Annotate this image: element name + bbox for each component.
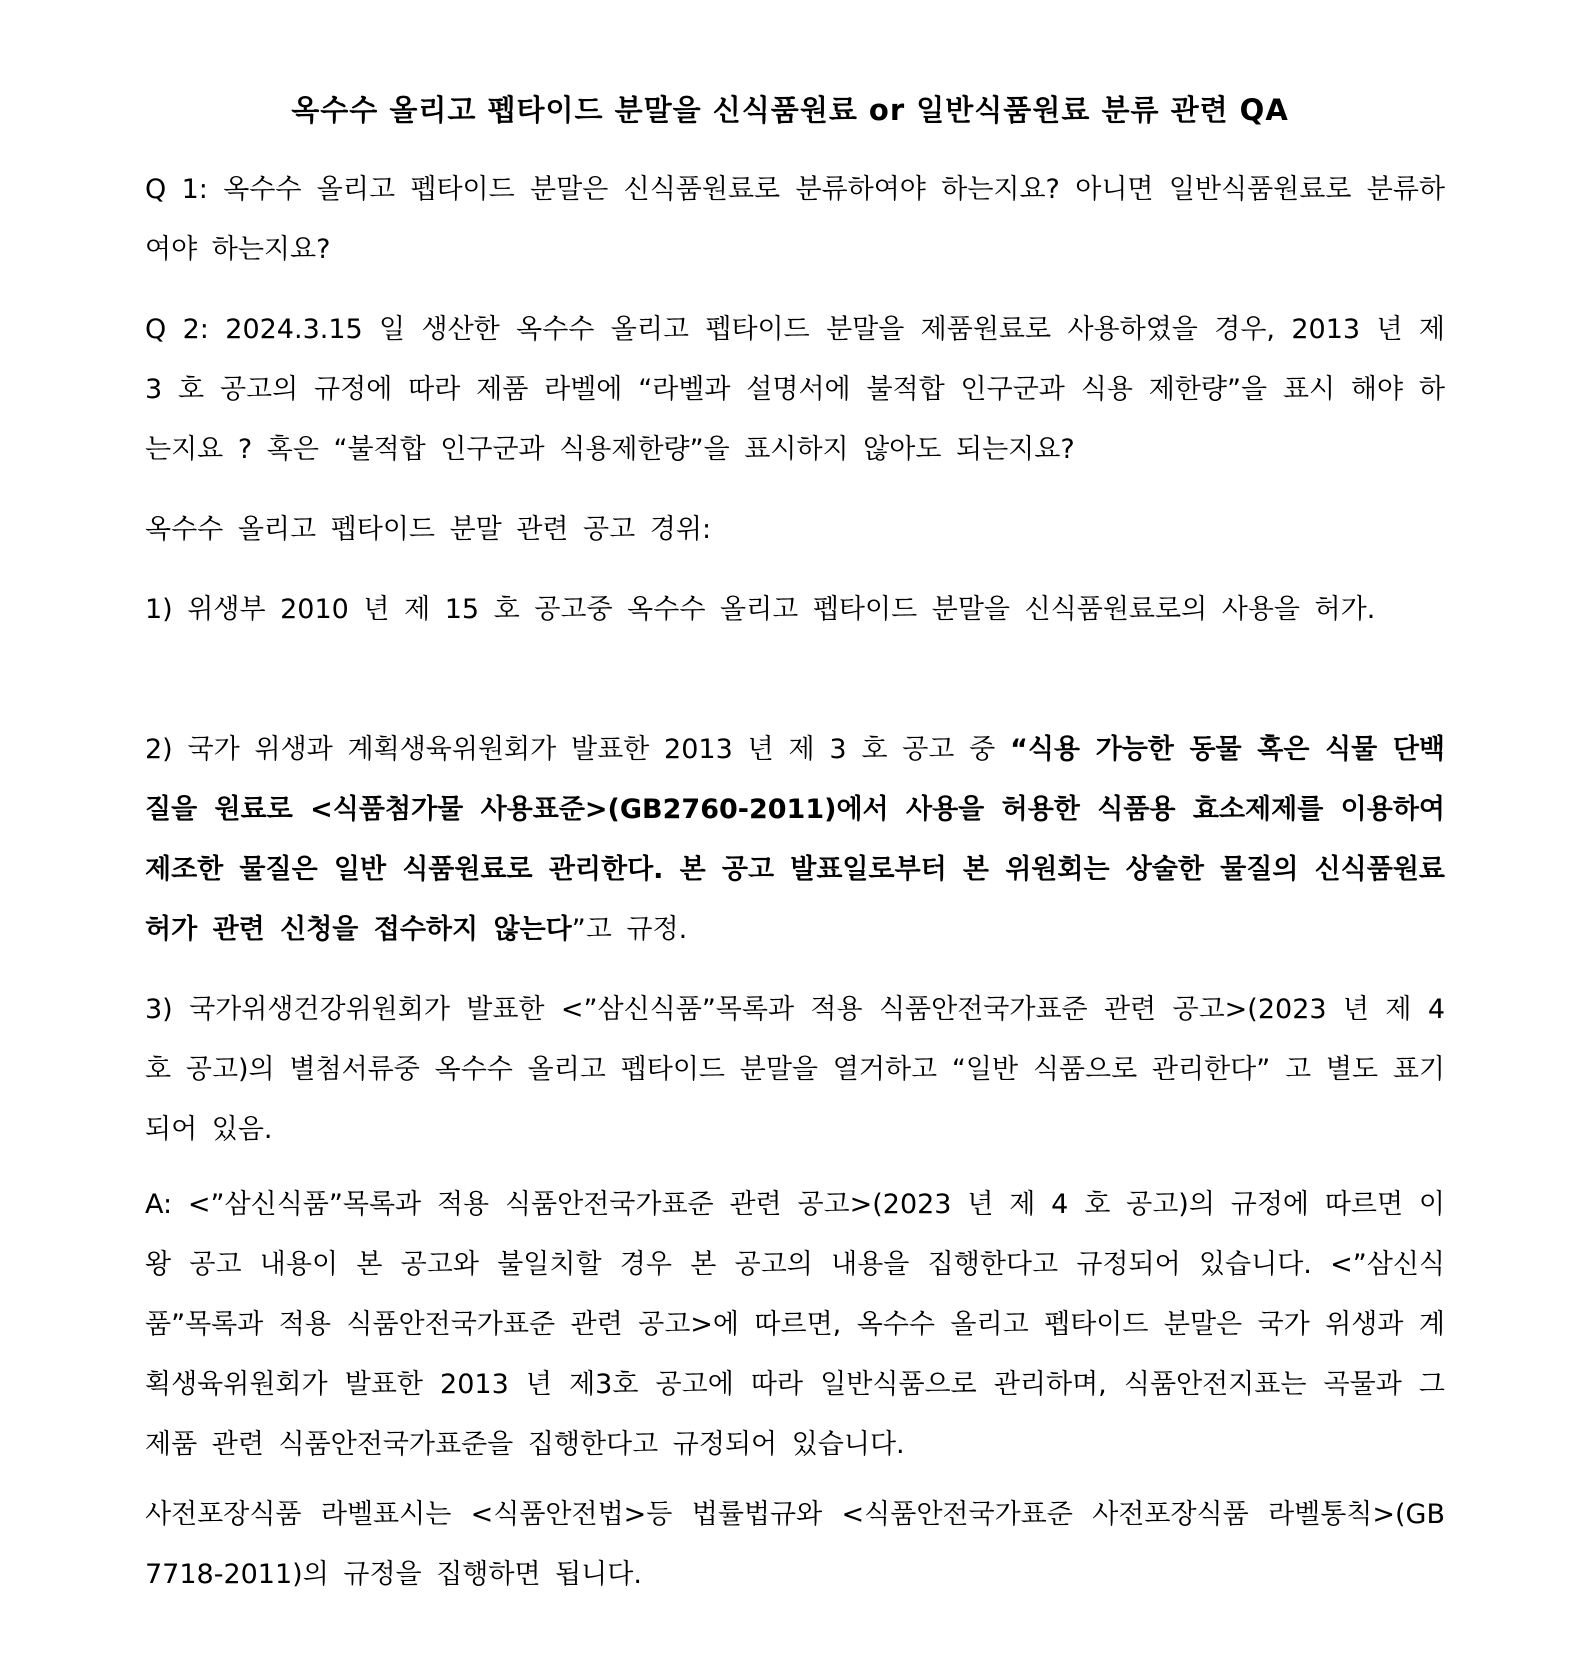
background-item-2 bbox=[145, 720, 1445, 960]
question-2: Q 2: 2024.3.15 일 생산한 옥수수 올리고 펩타이드 분말을 제품원료로 사용하였을 경우, 2013 년 제 3 호 공고의 규정에 따라 제품 라벨에 “라벨과 설명서에 불적합 인구군과 식용 제한량”을 표시 해야 하는지요 ? 혹은 “불적합 인구군과 식용제한량”을 표시하지 않아도 되는지요? bbox=[145, 314, 1445, 465]
document-title: 옥수수 올리고 펩타이드 분말을 신식품원료 or 일반식품원료 분류 관련 QA bbox=[291, 93, 1289, 127]
item-2-prefix: 2) 국가 위생과 계획생육위원회가 발표한 2013 년 제 3 호 공고 중 bbox=[145, 734, 1011, 765]
closing-paragraph: 사전포장식품 라벨표시는 <식품안전법>등 법률법규와 <식품안전국가표준 사전포장식품 라벨통칙>(GB 7718-2011)의 규정을 집행하면 됩니다. bbox=[145, 1499, 1445, 1590]
answer: A: <”삼신식품”목록과 적용 식품안전국가표준 관련 공고>(2023 년 제 4 호 공고)의 규정에 따르면 이왕 공고 내용이 본 공고와 불일치할 경우 본 공고의 내용을 집행한다고 규정되어 있습니다. <”삼신식품”목록과 적용 식품안전국가표준 관련 공고>에 따르면, 옥수수 올리고 펩타이드 분말은 국가 위생과 계획생육위원회가 발표한 2013 년 제3호 공고에 따라 일반식품으로 관리하며, 식품안전지표는 곡물과 그 제품 관련 식품안전국가표준을 집행한다고 규정되어 있습니다. bbox=[145, 1189, 1445, 1460]
background-item-1: 1) 위생부 2010 년 제 15 호 공고중 옥수수 올리고 펩타이드 분말을 신식품원료로의 사용을 허가. bbox=[145, 594, 1376, 625]
item-2-suffix: ”고 규정. bbox=[571, 914, 688, 945]
background-heading: 옥수수 올리고 펩타이드 분말 관련 공고 경위: bbox=[145, 514, 712, 545]
item-2-bold-quote: “식용 가능한 동물 혹은 식물 단백질을 원료로 <식품첨가물 사용표준>(GB2760-2011)에서 사용을 허용한 식품용 효소제제를 이용하여 제조한 물질은 일반 식품원료로 관리한다. 본 공고 발표일로부터 본 위원회는 상술한 물질의 신식품원료허가 관련 신청을 접수하지 않는다 bbox=[145, 734, 1446, 945]
question-1: Q 1: 옥수수 올리고 펩타이드 분말은 신식품원료로 분류하여야 하는지요? 아니면 일반식품원료로 분류하여야 하는지요? bbox=[145, 174, 1445, 265]
background-item-3: 3) 국가위생건강위원회가 발표한 <”삼신식품”목록과 적용 식품안전국가표준 관련 공고>(2023 년 제 4 호 공고)의 별첨서류중 옥수수 올리고 펩타이드 분말을 열거하고 “일반 식품으로 관리한다” 고 별도 표기되어 있음. bbox=[145, 994, 1445, 1145]
